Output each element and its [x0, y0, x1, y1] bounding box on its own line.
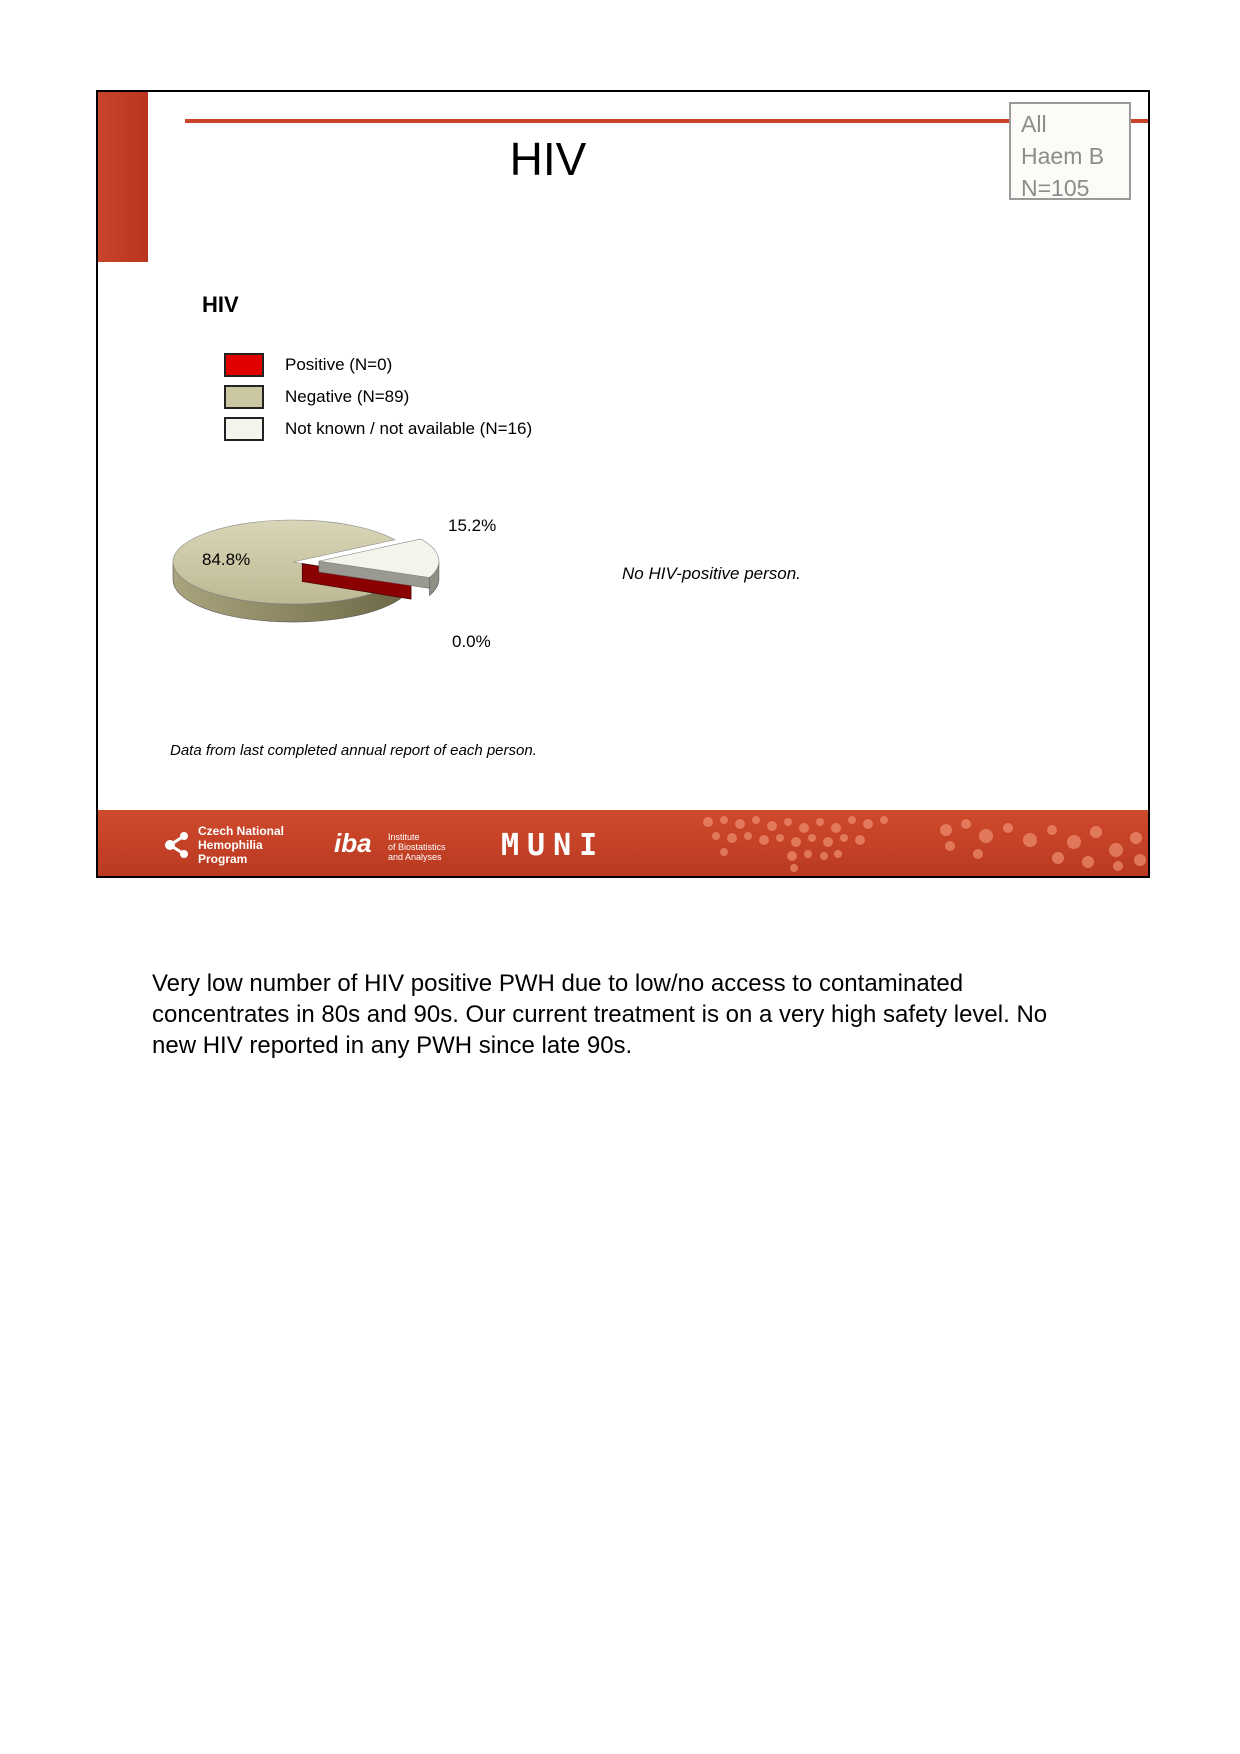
data-label-unknown: 15.2% [448, 516, 497, 535]
iba-logo-text [388, 832, 446, 862]
legend-label-unknown: Not known / not available (N=16) [285, 419, 533, 438]
cnhp-line: Program [198, 852, 248, 866]
footnote: Data from last completed annual report of each person. [170, 742, 537, 759]
slide-title: HIV [509, 133, 587, 185]
footer-bar [98, 810, 1148, 876]
chart-note: No HIV-positive person. [622, 564, 801, 583]
iba-line: of Biostatistics [388, 842, 446, 852]
muni-logo: MUNI [501, 828, 606, 863]
decorative-dots [688, 810, 1148, 876]
legend-swatch-unknown [224, 417, 264, 441]
summary-text: Very low number of HIV positive PWH due to low/no access to contaminated concentrates in 80s and 90s. Our current treatment is on a very high safety level. No new HIV reported in any PWH since late 90s. [152, 970, 1048, 1059]
subset-line-count: N=105 [1021, 175, 1090, 201]
slide [96, 90, 1150, 878]
iba-logo-mark: iba [334, 828, 372, 858]
iba-line: and Analyses [388, 852, 442, 862]
cnhp-logo-icon [164, 832, 192, 858]
legend-label-positive: Positive (N=0) [285, 355, 393, 374]
iba-line: Institute [388, 832, 420, 842]
legend-swatch-positive [224, 353, 264, 377]
subset-line-group: All [1021, 111, 1047, 137]
subset-line-diagnosis: Haem B [1021, 143, 1105, 169]
cnhp-logo-text [198, 824, 284, 866]
pie-chart [168, 492, 458, 652]
cnhp-line: Czech National [198, 824, 285, 838]
chart-title: HIV [202, 292, 239, 317]
legend-label-negative: Negative (N=89) [285, 387, 410, 406]
title-rule [185, 119, 1148, 123]
subset-box [1009, 102, 1131, 200]
cnhp-line: Hemophilia [198, 838, 263, 852]
legend-swatch-negative [224, 385, 264, 409]
data-label-positive: 0.0% [452, 632, 491, 651]
data-label-negative: 84.8% [202, 550, 251, 569]
